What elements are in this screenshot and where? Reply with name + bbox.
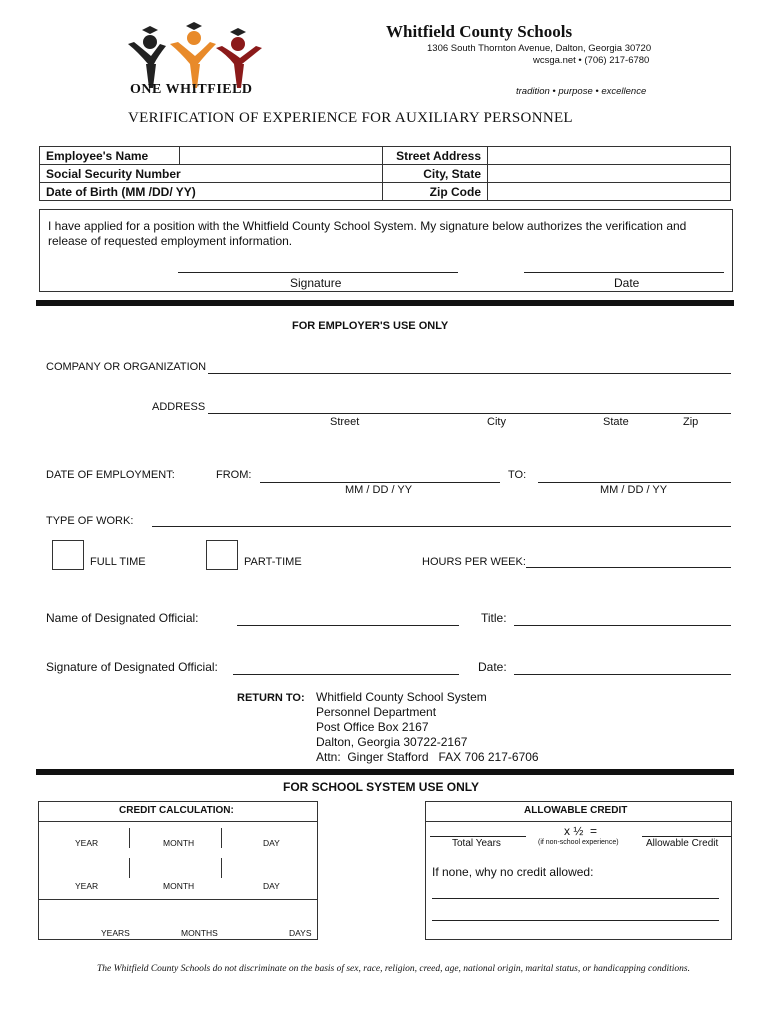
month-label: MONTH <box>163 881 195 891</box>
from-date-field[interactable] <box>260 482 500 483</box>
employee-name-label: Employee's Name <box>40 147 180 165</box>
zip-code-field[interactable] <box>488 183 731 201</box>
hours-per-week-label: HOURS PER WEEK: <box>422 556 526 568</box>
city-state-field[interactable] <box>488 165 731 183</box>
to-date-format: MM / DD / YY <box>600 484 668 496</box>
from-label: FROM: <box>216 469 252 481</box>
credit-formula: x ½ = <box>564 824 598 838</box>
credit-calc-label: CREDIT CALCULATION: <box>119 805 234 816</box>
day-label: DAY <box>263 881 280 891</box>
city-sublabel: City <box>487 416 506 428</box>
date-label: Date <box>614 276 640 290</box>
date-employment-label: DATE OF EMPLOYMENT: <box>46 469 175 481</box>
street-address-field[interactable] <box>488 147 731 165</box>
allowable-credit-box <box>425 801 732 940</box>
no-credit-label: If none, why no credit allowed: <box>432 865 594 879</box>
return-line: Personnel Department <box>316 705 437 719</box>
street-address-label: Street Address <box>383 147 488 165</box>
address-field[interactable] <box>208 413 731 414</box>
logo-text: ONE WHITFIELD <box>130 82 253 97</box>
allowable-credit-label: ALLOWABLE CREDIT <box>524 805 628 816</box>
total-years-label: Total Years <box>452 838 501 849</box>
city-state-label: City, State <box>383 165 488 183</box>
official-date-field[interactable] <box>514 674 731 675</box>
divider-bar <box>36 769 734 775</box>
official-name-label: Name of Designated Official: <box>46 611 199 625</box>
org-name: Whitfield County Schools <box>386 22 573 41</box>
return-line: Whitfield County School System <box>316 690 487 704</box>
to-date-field[interactable] <box>538 482 731 483</box>
return-line: Post Office Box 2167 <box>316 720 429 734</box>
type-of-work-label: TYPE OF WORK: <box>46 515 134 527</box>
allowable-credit-sublabel: Allowable Credit <box>646 838 719 849</box>
years-label: YEARS <box>101 928 130 938</box>
figure-black-icon <box>128 26 166 88</box>
figure-orange-icon <box>170 22 216 88</box>
org-web-phone: wcsga.net • (706) 217-6780 <box>533 55 650 66</box>
employee-info-table <box>39 146 731 201</box>
type-of-work-field[interactable] <box>152 526 731 527</box>
month-label: MONTH <box>163 838 195 848</box>
allowable-credit-field[interactable] <box>642 836 731 837</box>
non-discrimination-footer: The Whitfield County Schools do not discriminate on the basis of sex, race, religion, creed, age, national origin, marital status, or handicapping conditions. <box>97 964 691 974</box>
address-label: ADDRESS <box>152 401 206 413</box>
employee-name-field[interactable] <box>180 147 383 165</box>
official-title-field[interactable] <box>514 625 731 626</box>
state-sublabel: State <box>603 416 629 428</box>
official-signature-field[interactable] <box>233 674 459 675</box>
figure-red-icon <box>216 28 262 88</box>
day-label: DAY <box>263 838 280 848</box>
divider-bar <box>36 300 734 306</box>
return-address-block <box>316 690 539 765</box>
org-address: 1306 South Thornton Avenue, Dalton, Georgia 30720 <box>427 43 652 54</box>
from-date-format: MM / DD / YY <box>345 484 413 496</box>
hours-per-week-field[interactable] <box>526 567 731 568</box>
part-time-checkbox[interactable] <box>206 540 238 570</box>
return-line: Attn: Ginger Stafford FAX 706 217-6706 <box>316 750 539 764</box>
zip-code-label: Zip Code <box>383 183 488 201</box>
dob-label: Date of Birth (MM /DD/ YY) <box>40 183 383 201</box>
date-line[interactable] <box>524 272 724 273</box>
authorization-box <box>39 209 733 292</box>
org-tagline: tradition • purpose • excellence <box>516 86 647 97</box>
official-date-label: Date: <box>478 660 507 674</box>
return-to-label: RETURN TO: <box>237 692 305 704</box>
days-label: DAYS <box>289 928 312 938</box>
full-time-checkbox[interactable] <box>52 540 84 570</box>
year-label: YEAR <box>75 881 99 891</box>
ssn-label: Social Security Number <box>40 165 383 183</box>
to-label: TO: <box>508 469 527 481</box>
signature-label: Signature <box>290 276 342 290</box>
no-credit-line[interactable] <box>432 898 719 899</box>
months-label: MONTHS <box>181 928 218 938</box>
total-years-field[interactable] <box>430 836 526 837</box>
official-signature-label: Signature of Designated Official: <box>46 660 218 674</box>
part-time-label: PART-TIME <box>244 556 302 568</box>
signature-line[interactable] <box>178 272 458 273</box>
full-time-label: FULL TIME <box>90 556 146 568</box>
street-sublabel: Street <box>330 416 360 428</box>
page-title: VERIFICATION OF EXPERIENCE FOR AUXILIARY PERSONNEL <box>128 110 573 126</box>
official-title-label: Title: <box>481 611 507 625</box>
company-field[interactable] <box>208 373 731 374</box>
employer-heading: FOR EMPLOYER'S USE ONLY <box>292 320 449 332</box>
credit-calculation-box <box>38 801 318 940</box>
return-line: Dalton, Georgia 30722-2167 <box>316 735 468 749</box>
no-credit-line[interactable] <box>432 920 719 921</box>
company-label: COMPANY OR ORGANIZATION <box>46 361 207 373</box>
official-name-field[interactable] <box>237 625 459 626</box>
authorization-text: I have applied for a position with the Whitfield County School System. My signature below authorizes the verification and release of requested employment information. <box>48 219 687 248</box>
zip-sublabel: Zip <box>683 416 699 428</box>
year-label: YEAR <box>75 838 99 848</box>
non-school-note: (if non-school experience) <box>538 839 619 846</box>
school-heading: FOR SCHOOL SYSTEM USE ONLY <box>283 780 480 794</box>
